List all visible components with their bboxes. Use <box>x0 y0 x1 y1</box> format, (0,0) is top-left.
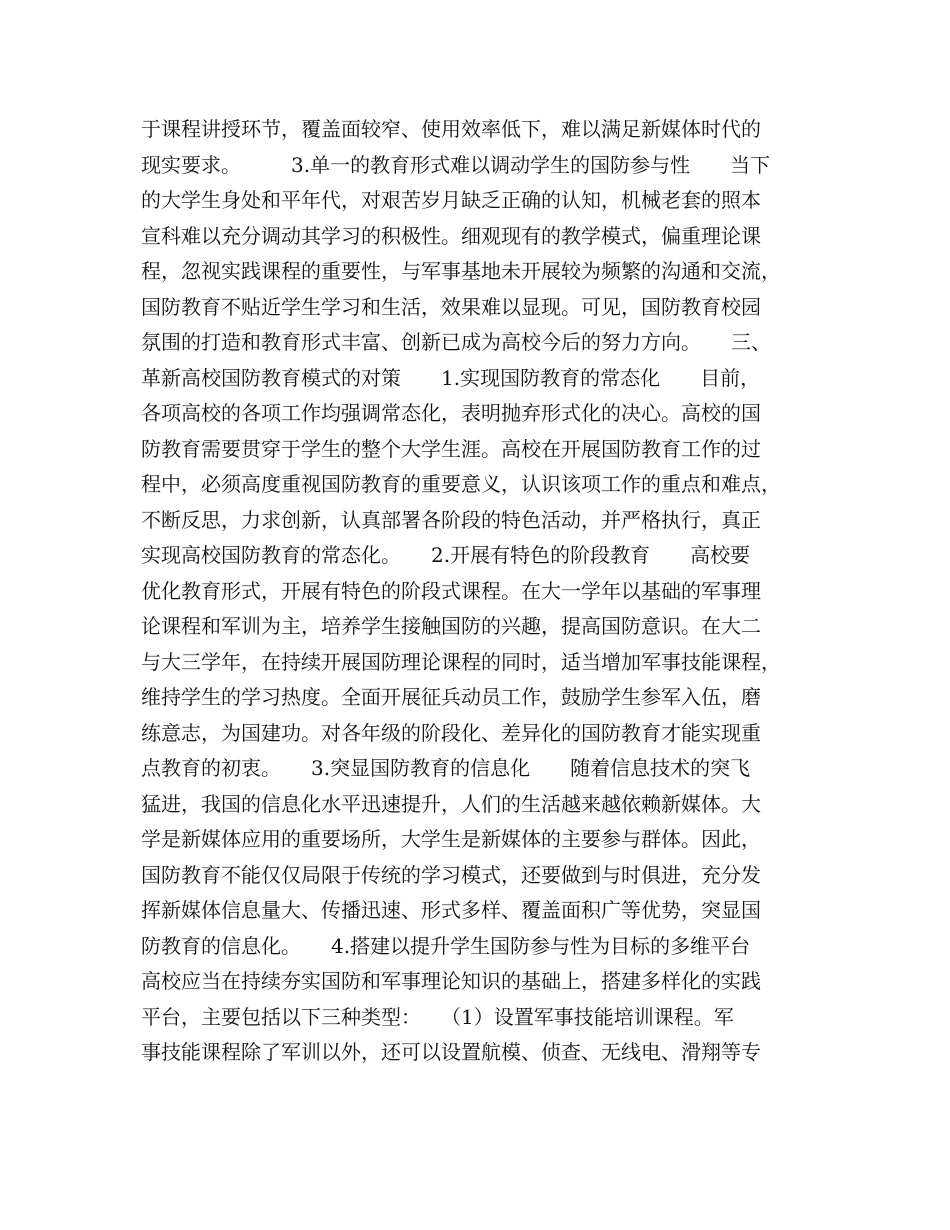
text-line: 实现高校国防教育的常态化。 2.开展有特色的阶段教育 高校要 <box>141 543 751 567</box>
text-line: 平台，主要包括以下三种类型： （1）设置军事技能培训课程。军 <box>141 1004 734 1029</box>
text-line: 国防教育不能仅仅局限于传统的学习模式，还要做到与时俱进，充分发 <box>141 862 761 887</box>
text-line: 与大三学年，在持续开展国防理论课程的同时，适当增加军事技能课程， <box>141 649 781 674</box>
text-line: 宣科难以充分调动其学习的积极性。细观现有的教学模式，偏重理论课 <box>141 223 761 248</box>
text-line: 革新高校国防教育模式的对策 1.实现国防教育的常态化 目前， <box>141 365 761 390</box>
text-line: 程中，必须高度重视国防教育的重要意义，认识该项工作的重点和难点， <box>141 472 781 496</box>
text-line: 练意志，为国建功。对各年级的阶段化、差异化的国防教育才能实现重 <box>141 720 761 745</box>
text-line: 防教育的信息化。 4.搭建以提升学生国防参与性为目标的多维平台 <box>141 933 751 958</box>
text-line: 维持学生的学习热度。全面开展征兵动员工作，鼓励学生参军入伍，磨 <box>141 685 761 709</box>
text-line: 高校应当在持续夯实国防和军事理论知识的基础上，搭建多样化的实践 <box>141 969 761 993</box>
text-line: 氛围的打造和教育形式丰富、创新已成为高校今后的努力方向。 三、 <box>141 330 771 354</box>
body-text <box>141 112 841 1071</box>
text-line: 不断反思，力求创新，认真部署各阶段的特色活动，并严格执行，真正 <box>141 507 761 532</box>
text-line: 现实要求。 3.单一的教育形式难以调动学生的国防参与性 当下 <box>141 152 771 177</box>
text-line: 事技能课程除了军训以外，还可以设置航模、侦查、无线电、滑翔等专 <box>141 1040 761 1064</box>
text-line: 各项高校的各项工作均强调常态化，表明抛弃形式化的决心。高校的国 <box>141 401 761 425</box>
text-line: 猛进，我国的信息化水平迅速提升，人们的生活越来越依赖新媒体。大 <box>141 791 761 816</box>
text-line: 防教育需要贯穿于学生的整个大学生涯。高校在开展国防教育工作的过 <box>141 436 761 461</box>
text-line: 程，忽视实践课程的重要性，与军事基地未开展较为频繁的沟通和交流， <box>141 259 781 283</box>
text-line: 优化教育形式，开展有特色的阶段式课程。在大一学年以基础的军事理 <box>141 578 761 603</box>
text-line: 于课程讲授环节，覆盖面较窄、使用效率低下，难以满足新媒体时代的 <box>141 117 761 141</box>
text-line: 国防教育不贴近学生学习和生活，效果难以显现。可见，国防教育校园 <box>141 294 761 319</box>
text-line: 挥新媒体信息量大、传播迅速、形式多样、覆盖面积广等优势，突显国 <box>141 898 761 922</box>
text-line: 学是新媒体应用的重要场所，大学生是新媒体的主要参与群体。因此， <box>141 827 761 851</box>
text-line: 论课程和军训为主，培养学生接触国防的兴趣，提高国防意识。在大二 <box>141 614 761 638</box>
text-line: 点教育的初衷。 3.突显国防教育的信息化 随着信息技术的突飞 <box>141 756 751 780</box>
text-line: 的大学生身处和平年代，对艰苦岁月缺乏正确的认知，机械老套的照本 <box>141 188 761 212</box>
